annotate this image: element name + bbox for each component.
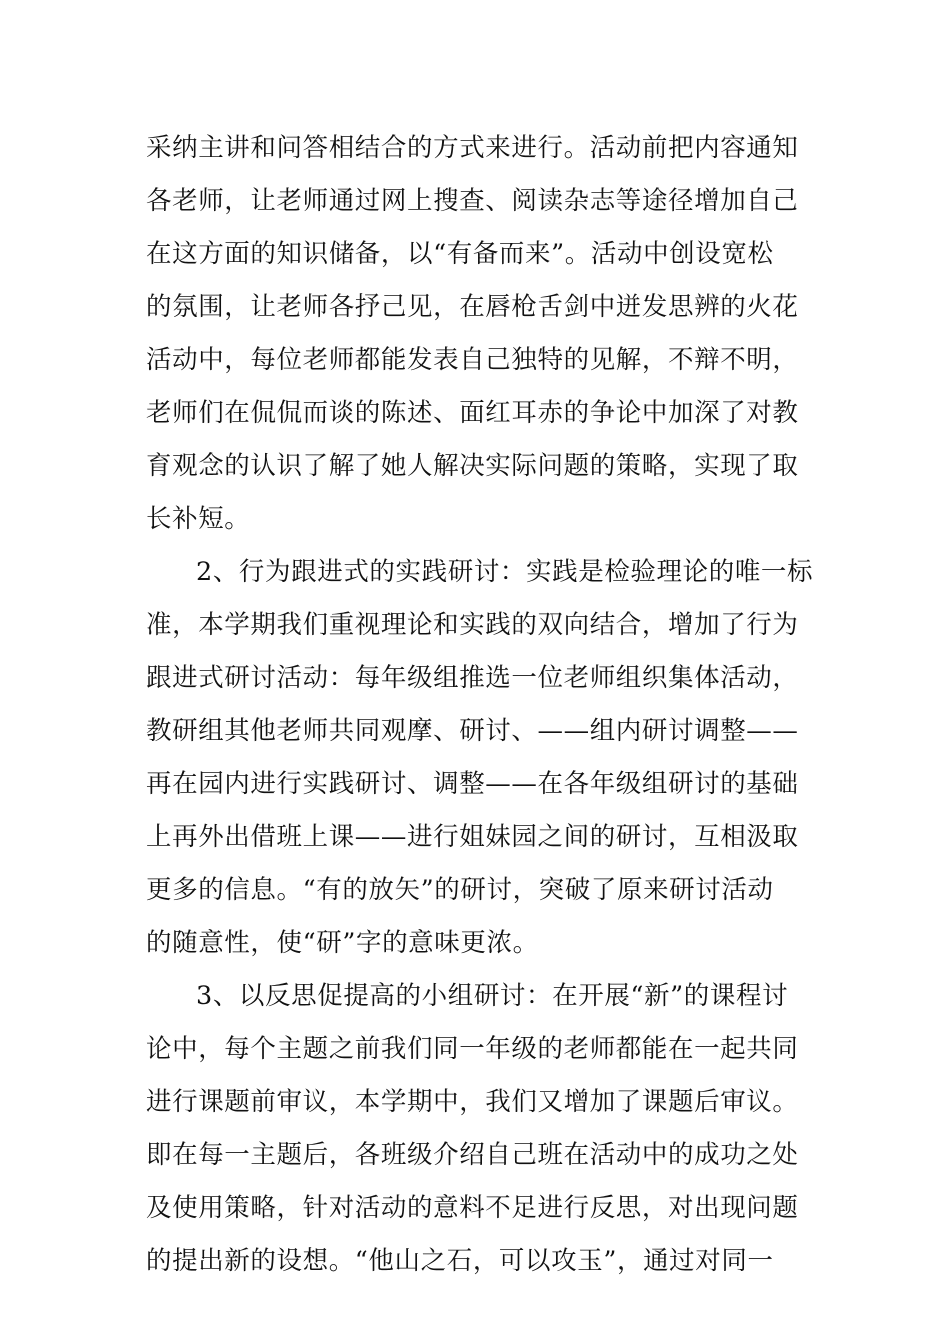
text-line: 教研组其他老师共同观摩、研讨、——组内研讨调整—— [146,716,799,746]
text-line: 育观念的认识了解了她人解决实际问题的策略，实现了取 [146,451,799,481]
text-line: 老师们在侃侃而谈的陈述、面红耳赤的争论中加深了对教 [146,398,799,428]
paragraph-3-first-line: 3、以反思促提高的小组研讨：在开展“新”的课程讨 [196,981,789,1011]
text-line: 更多的信息。“有的放矢”的研讨，突破了原来研讨活动 [146,875,774,905]
text-line: 的随意性，使“研”字的意味更浓。 [146,928,539,958]
text-line: 跟进式研讨活动：每年级组推选一位老师组织集体活动， [146,663,799,693]
text-line: 的氛围，让老师各抒己见，在唇枪舌剑中迸发思辨的火花 [146,292,799,322]
text-line: 活动中，每位老师都能发表自己独特的见解，不辩不明， [146,345,799,375]
text-line: 准，本学期我们重视理论和实践的双向结合，增加了行为 [146,610,799,640]
text-line: 采纳主讲和问答相结合的方式来进行。活动前把内容通知 [146,133,799,163]
text-line: 即在每一主题后，各班级介绍自己班在活动中的成功之处 [146,1140,799,1170]
text-line: 的提出新的设想。“他山之石，可以攻玉”，通过对同一 [146,1246,774,1276]
text-line: 进行课题前审议，本学期中，我们又增加了课题后审议。 [146,1087,799,1117]
text-line: 再在园内进行实践研讨、调整——在各年级组研讨的基础 [146,769,799,799]
text-line: 论中，每个主题之前我们同一年级的老师都能在一起共同 [146,1034,799,1064]
text-line: 各老师，让老师通过网上搜查、阅读杂志等途径增加自己 [146,186,799,216]
text-line: 上再外出借班上课——进行姐妹园之间的研讨，互相汲取 [146,822,799,852]
text-line: 及使用策略，针对活动的意料不足进行反思，对出现问题 [146,1193,799,1223]
text-line: 在这方面的知识储备，以“有备而来”。活动中创设宽松 [146,239,774,269]
text-line: 长补短。 [146,504,251,534]
paragraph-2-first-line: 2、行为跟进式的实践研讨：实践是检验理论的唯一标 [196,557,814,587]
